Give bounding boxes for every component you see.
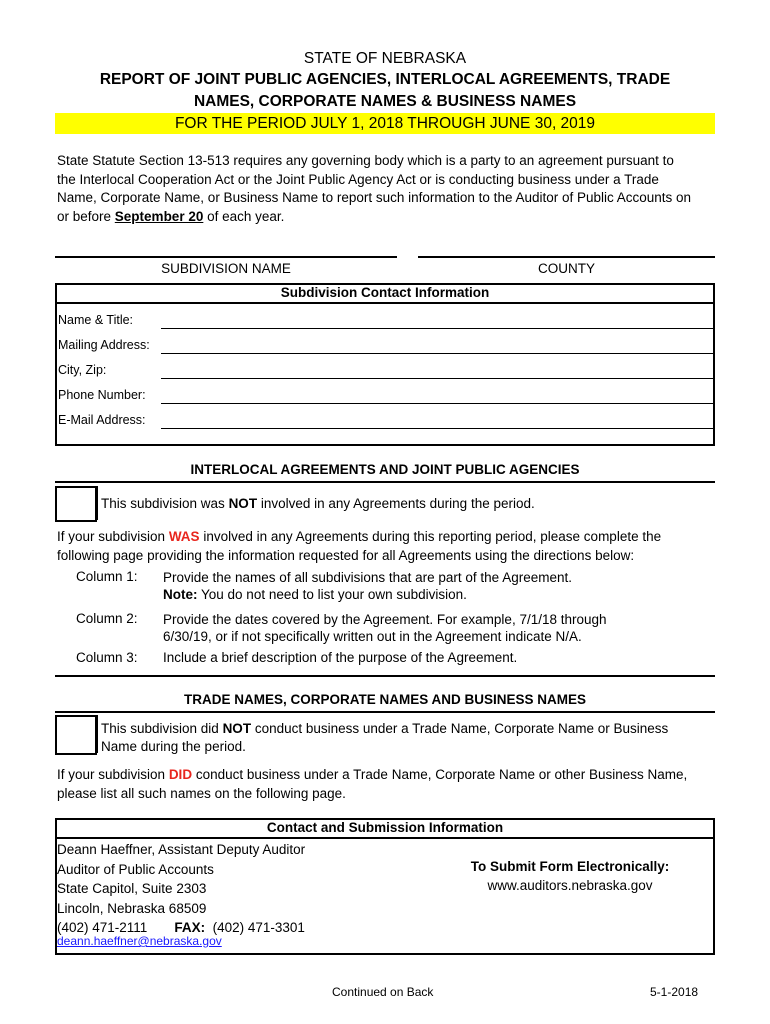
divider <box>97 715 98 753</box>
auditor-contact <box>57 840 305 938</box>
field-label-email: E-Mail Address: <box>58 413 146 427</box>
contact-info-heading: Subdivision Contact Information <box>280 285 490 300</box>
contact-address1: State Capitol, Suite 2303 <box>57 881 207 896</box>
trade-names-heading: TRADE NAMES, CORPORATE NAMES AND BUSINESS NAMES <box>183 692 587 707</box>
divider <box>55 711 715 713</box>
interlocal-heading: INTERLOCAL AGREEMENTS AND JOINT PUBLIC AGENCIES <box>190 462 580 477</box>
contact-office: Auditor of Public Accounts <box>57 861 214 877</box>
divider <box>97 486 98 520</box>
continued-on-back: Continued on Back <box>332 985 434 999</box>
divider <box>55 481 715 483</box>
field-label-city-zip: City, Zip: <box>58 363 107 377</box>
column1-label: Column 1: <box>76 569 138 584</box>
intro-line: State Statute Section 13-513 requires any governing body which is a party to an agreement pursuant to <box>57 153 674 168</box>
intro-paragraph <box>57 152 691 226</box>
divider <box>55 837 715 839</box>
county-line[interactable] <box>418 256 715 258</box>
intro-line: Name, Corporate Name, or Business Name to report such information to the Auditor of Public Accounts on <box>57 190 692 205</box>
no-trade-names-label: This subdivision did NOT conduct business under a Trade Name, Corporate Name or Business Name during the period. <box>101 721 669 754</box>
city-zip-field[interactable] <box>161 378 713 379</box>
contact-address2: Lincoln, Nebraska 68509 <box>57 900 207 916</box>
column2-label: Column 2: <box>76 611 138 626</box>
subdivision-name-line[interactable] <box>55 256 397 258</box>
contact-name: Deann Haeffner, Assistant Deputy Auditor <box>57 842 306 857</box>
submission-heading: Contact and Submission Information <box>266 820 504 835</box>
divider <box>55 302 715 304</box>
deadline-date: September 20 <box>114 208 204 224</box>
column3-description: Include a brief description of the purpose of the Agreement. <box>163 650 518 665</box>
no-trade-names-checkbox[interactable] <box>55 715 97 755</box>
state-title: STATE OF NEBRASKA <box>303 50 467 67</box>
auditor-website[interactable]: www.auditors.nebraska.gov <box>487 878 653 893</box>
subdivision-name-label: SUBDIVISION NAME <box>161 261 291 276</box>
was-emphasis: WAS <box>168 529 200 544</box>
field-label-mailing: Mailing Address: <box>58 338 150 352</box>
contact-phone-fax: (402) 471-2111 FAX: (402) 471-3301 <box>57 920 305 935</box>
intro-line: or before September 20 of each year. <box>57 208 285 224</box>
no-agreements-checkbox[interactable] <box>55 486 97 522</box>
phone-number-field[interactable] <box>161 403 713 404</box>
column1-description: Provide the names of all subdivisions that are part of the Agreement. Note: You do not need to list your own subdivision. <box>163 570 572 602</box>
email-address-field[interactable] <box>161 428 713 429</box>
intro-line: the Interlocal Cooperation Act or the Joint Public Agency Act or is conducting business under a Trade <box>57 171 659 187</box>
trade-instructions: If your subdivision DID conduct business under a Trade Name, Corporate Name or other Business Name, please list all such names on the following page. <box>57 767 688 801</box>
contact-email-link[interactable]: deann.haeffner@nebraska.gov <box>57 934 222 948</box>
column2-description: Provide the dates covered by the Agreement. For example, 7/1/18 through 6/30/19, or if not specifically written out in the Agreement indicate N/A. <box>163 612 607 644</box>
submit-electronically-label: To Submit Form Electronically: <box>470 859 670 874</box>
divider <box>55 675 715 677</box>
form-revision-date: 5-1-2018 <box>650 985 699 999</box>
interlocal-instructions: If your subdivision WAS involved in any Agreements during this reporting period, please complete the following page providing the information requested for all Agreements using the directions below: <box>57 529 662 563</box>
county-label: COUNTY <box>538 261 595 276</box>
did-emphasis: DID <box>168 767 193 782</box>
column3-label: Column 3: <box>76 650 138 665</box>
field-label-name-title: Name & Title: <box>58 313 134 327</box>
name-title-field[interactable] <box>161 328 713 329</box>
mailing-address-field[interactable] <box>161 353 713 354</box>
period-banner: FOR THE PERIOD JULY 1, 2018 THROUGH JUNE 30, 2019 <box>55 113 715 134</box>
no-agreements-label: This subdivision was NOT involved in any Agreements during the period. <box>101 496 535 511</box>
field-label-phone: Phone Number: <box>58 388 146 402</box>
report-title-line2: NAMES, CORPORATE NAMES & BUSINESS NAMES <box>193 93 577 110</box>
report-title-line1: REPORT OF JOINT PUBLIC AGENCIES, INTERLOCAL AGREEMENTS, TRADE <box>99 71 671 88</box>
contact-info-box <box>55 283 715 446</box>
